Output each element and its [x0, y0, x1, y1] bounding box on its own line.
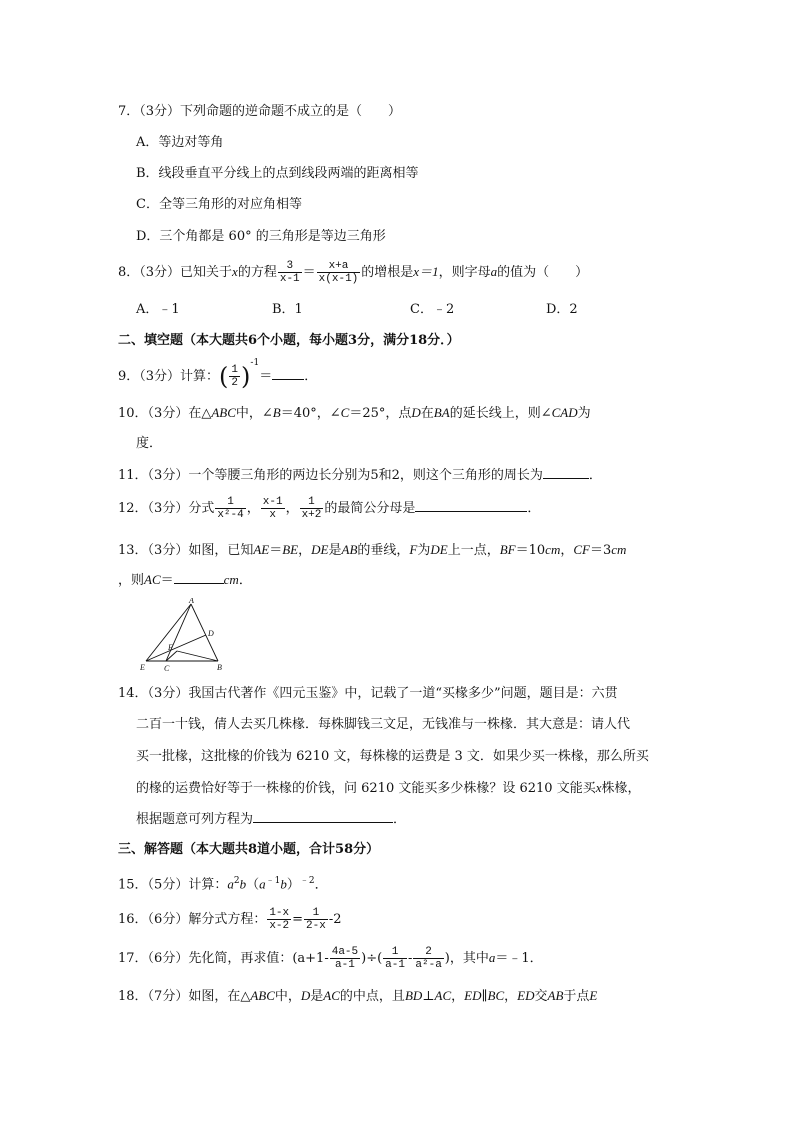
q17-stem: 17．（6分）先化简，再求值：(a+1- $\frac{4a-5}{a-1}$ )÷( $\frac{1}{a-1}$ - $\frac{2}{\text{a²-a}}$ )，其中a＝﹣1．: [118, 946, 543, 971]
q11-answer-blank: [543, 467, 589, 479]
q18-stem: 18．（7分）如图，在△ABC中，D是AC的中点，且BD⊥AC，ED∥BC，ED交AB于点E: [118, 988, 598, 1004]
label-c: C: [164, 664, 170, 673]
q7-option-a: A．等边对等角: [136, 135, 224, 150]
q7-stem: 7．（3分）下列命题的逆命题不成立的是（ ）: [118, 104, 402, 119]
q11-stem: 11．（3分）一个等腰三角形的两边长分别为5和2，则这个三角形的周长为 ．: [118, 468, 602, 483]
q7-option-c: C．全等三角形的对应角相等: [136, 197, 302, 212]
q10-line-2: 度．: [136, 436, 163, 451]
section-3-heading: 三、解答题（本大题共8道小题，合计58分）: [118, 842, 380, 857]
q8-fraction-1: $\frac{3}{x-1}$: [279, 260, 300, 285]
q8-option-d: D．2: [546, 302, 578, 317]
q13-answer-blank: [174, 572, 224, 584]
q14-line-3: 买一批椽，这批椽的价钱为 6210 文，每株椽的运费是 3 文．如果少买一株椽，那么所买: [136, 749, 649, 764]
q17-fraction-3: $\frac{2}{\text{a²-a}}$: [415, 946, 442, 971]
section-2-heading: 二、填空题（本大题共6个小题，每小题3分，满分18分．）: [118, 333, 460, 348]
q9-stem: 9．（3分）计算：( $\frac{1}{2}$ )$^{-1}$＝ ．: [118, 357, 318, 391]
q14-line-2: 二百一十钱，倩人去买几株椽．每株脚钱三文足，无钱准与一株椽．其大意是：请人代: [136, 717, 631, 732]
q16-fraction-2: $\frac{1}{2-x}$: [306, 907, 326, 932]
label-b: B: [217, 663, 222, 672]
q14-line-1: 14．（3分）我国古代著作《四元玉鉴》中，记载了一道“买椽多少”问题，题目是：六贯: [118, 686, 618, 701]
q7-option-d: D．三个角都是 60° 的三角形是等边三角形: [136, 229, 386, 244]
q12-fraction-2: $\frac{x-1}{x}$: [262, 496, 283, 521]
segment-a-c: [166, 604, 191, 661]
q13-triangle-figure: [140, 598, 230, 674]
q14-line-5: 根据题意可列方程为 ．: [136, 812, 407, 827]
q8-option-c: C．﹣2: [410, 302, 455, 317]
q8-option-a: A．﹣1: [136, 302, 180, 317]
segment-f-b: [177, 651, 218, 661]
q8-fraction-2: $\frac{x+a}{x(x-1)}$: [318, 260, 359, 285]
q12-fraction-1: $\frac{1}{\text{x²-4}}$: [217, 496, 244, 521]
label-d: D: [208, 629, 214, 638]
q17-fraction-2: $\frac{1}{a-1}$: [385, 946, 405, 971]
q7-option-b: B．线段垂直平分线上的点到线段两端的距离相等: [136, 166, 419, 181]
q17-fraction-1: $\frac{4a-5}{a-1}$: [331, 946, 359, 971]
q8-option-b: B．1: [272, 302, 303, 317]
segment-c-f: [166, 651, 177, 661]
q16-stem: 16．（6分）解分式方程： $\frac{1-x}{x-2}$ = $\frac{1}{2-x}$ -2: [118, 907, 342, 932]
segment-a-b: [191, 604, 218, 661]
q14-line-4: 的椽的运费恰好等于一株椽的价钱，问 6210 文能买多少株椽？设 6210 文能买x株椽，: [136, 780, 641, 796]
q16-fraction-1: $\frac{1-x}{x-2}$: [269, 907, 290, 932]
label-e: E: [140, 663, 145, 672]
q12-answer-blank: [415, 500, 527, 512]
q10-stem: 10．（3分）在△ABC中，∠B＝40°，∠C＝25°，点D在BA的延长线上，则∠CAD为: [118, 405, 591, 421]
q8-stem: 8．（3分）已知关于x的方程 $\frac{3}{x-1}$ ＝ $\frac{x+a}{x(x-1)}$ 的增根是x＝1，则字母a的值为（ ）: [118, 260, 589, 285]
label-a: A: [189, 598, 194, 605]
q12-fraction-3: $\frac{1}{x+2}$: [301, 496, 322, 521]
q12-stem: 12．（3分）分式 $\frac{1}{\text{x²-4}}$ ， $\frac{x-1}{x}$ ， $\frac{1}{x+2}$ 的最简公分母是 ．: [118, 496, 541, 521]
q15-stem: 15．（5分）计算：$a^2b(a^{﹣1}b)^{﹣2}$．: [118, 876, 328, 893]
q14-answer-blank: [253, 811, 393, 823]
q9-answer-blank: [272, 368, 304, 380]
label-f: F: [168, 643, 173, 652]
q9-fraction: $\frac{1}{2}$: [231, 364, 239, 389]
q13-stem: 13．（3分）如图，已知AE＝BE，DE是AB的垂线，F为DE上一点，BF＝10cm，CF＝3cm: [118, 542, 627, 558]
q13-line-2: ，则AC＝ cm．: [118, 572, 252, 588]
